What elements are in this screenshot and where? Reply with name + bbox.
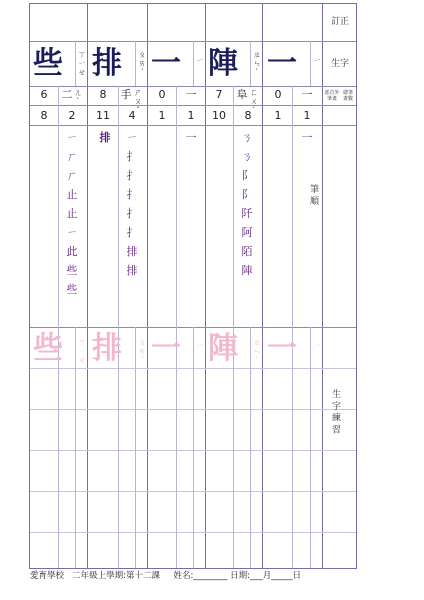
zhuyin-0: ㄒㄧㄝ (78, 50, 86, 77)
radical-2: 一 (185, 88, 197, 101)
stroke-divider (233, 125, 234, 327)
row-divider (30, 125, 356, 126)
num-divider (118, 86, 119, 125)
stroke-0-3: 止 (66, 188, 78, 201)
zhuyin-2: ㄧ (196, 56, 204, 65)
trace-zhuyin-1: ㄆㄞˊ (138, 338, 146, 365)
stroke-1-7: 排 (126, 264, 138, 277)
char-4: 一 (267, 46, 297, 81)
radical-zy-0: ㄦˋ (74, 88, 82, 106)
small-label-b: 總筆畫數 (342, 90, 353, 102)
school-name: 愛育學校 (30, 571, 65, 581)
worksheet-grid (29, 3, 357, 569)
lesson-info: 二年級上學期:第十二課 (72, 571, 160, 581)
trace-zhuyin-4: ㄧ (313, 341, 321, 350)
stroke-3-0: ㄋ (241, 131, 253, 144)
trace-char-1: 排 (92, 331, 122, 366)
stroke-1-head: 排 (99, 131, 111, 144)
practice-divider (135, 327, 136, 568)
num-0-b: 8 (40, 109, 48, 122)
zhuyin-divider (250, 41, 251, 86)
col-divider (147, 4, 148, 568)
trace-char-2: 一 (151, 331, 181, 366)
stroke-1-2: 扌 (126, 169, 138, 182)
stroke-1-0: ㄧ (126, 131, 138, 144)
zhuyin-divider (75, 41, 76, 86)
name-field[interactable]: 姓名:________ (173, 571, 228, 581)
radical-zy-1: ㄕㄡˇ (134, 88, 142, 115)
stroke-order-label: 筆 順 (308, 184, 318, 205)
practice-divider (310, 327, 311, 568)
radical-1: 手 (120, 88, 132, 101)
stroke-3-2: 阝 (241, 169, 253, 182)
trace-char-0: 些 (33, 331, 63, 366)
char-1: 排 (92, 46, 122, 81)
num-2-a: 0 (158, 88, 166, 101)
stroke-0-5: 此 (66, 245, 78, 258)
radical-zy-3: ㄈㄨˋ (250, 88, 258, 115)
num-divider (58, 86, 59, 125)
stroke-0-4: 止ㄧ (66, 207, 78, 239)
stroke-1-3: 扌 (126, 188, 138, 201)
zhuyin-3: ㄓㄣˋ (253, 50, 261, 77)
stroke-4-0: 一 (301, 131, 313, 144)
stroke-3-5: 阿 (241, 226, 253, 239)
stroke-0-0: ㄧ (66, 131, 78, 144)
row-divider (30, 86, 356, 87)
col-divider (262, 4, 263, 568)
zhuyin-divider (310, 41, 311, 86)
num-divider (176, 86, 177, 125)
practice-divider (75, 327, 76, 568)
footer (30, 569, 301, 581)
zhuyin-divider (135, 41, 136, 86)
num-divider (233, 86, 234, 125)
num-divider (292, 86, 293, 125)
num-3-b: 10 (212, 109, 226, 122)
trace-zhuyin-2: ㄧ (196, 341, 204, 350)
char-0: 些 (33, 46, 63, 81)
col-divider (205, 4, 206, 568)
stroke-3-7: 陣 (241, 264, 253, 277)
date-field[interactable]: 日期:___月_____日 (230, 571, 301, 581)
col-divider (87, 4, 88, 568)
zhuyin-1: ㄆㄞˊ (138, 50, 146, 77)
trace-zhuyin-3: ㄓㄣˋ (253, 338, 261, 365)
stroke-3-6: 陌 (241, 245, 253, 258)
num-4-b: 1 (274, 109, 282, 122)
num-1-b: 11 (96, 109, 110, 122)
practice-divider (250, 327, 251, 568)
num-4-a: 0 (274, 88, 282, 101)
stroke-divider (58, 125, 59, 327)
num-1-c: 4 (128, 109, 136, 122)
stroke-1-5: 扌 (126, 226, 138, 239)
stroke-1-4: 扌 (126, 207, 138, 220)
practice-divider (193, 327, 194, 568)
stroke-3-3: 阝 (241, 188, 253, 201)
stroke-3-1: ㄋ (241, 150, 253, 163)
num-3-a: 7 (215, 88, 223, 101)
num-2-c: 1 (187, 109, 195, 122)
correction-label: 訂正 (330, 17, 349, 27)
num-4-c: 1 (303, 109, 311, 122)
stroke-2-0: 一 (185, 131, 197, 144)
stroke-0-2: ㄏ (66, 169, 78, 182)
trace-char-4: 一 (267, 331, 297, 366)
new-char-label: 生字 (330, 59, 349, 69)
stroke-1-1: 扌 (126, 150, 138, 163)
char-2: 一 (151, 46, 181, 81)
trace-zhuyin-0: ㄒㄧㄝ (78, 338, 86, 365)
stroke-0-1: ㄏ (66, 150, 78, 163)
num-0-c: 2 (68, 109, 76, 122)
radical-4: 一 (301, 88, 313, 101)
char-3: 陣 (208, 46, 238, 81)
zhuyin-divider (193, 41, 194, 86)
num-2-b: 1 (158, 109, 166, 122)
stroke-divider (118, 125, 119, 327)
stroke-divider (176, 125, 177, 327)
num-0-a: 6 (40, 88, 48, 101)
stroke-1-6: 排 (126, 245, 138, 258)
num-1-a: 8 (99, 88, 107, 101)
num-3-c: 8 (244, 109, 252, 122)
stroke-0-7: 些 (66, 283, 78, 296)
radical-3: 阜 (236, 88, 248, 101)
stroke-divider (292, 125, 293, 327)
col-divider (322, 4, 323, 568)
small-label-a: 部首外筆畫 (324, 90, 340, 102)
stroke-3-4: 阡 (241, 207, 253, 220)
zhuyin-4: ㄧ (313, 56, 321, 65)
trace-char-3: 陣 (208, 331, 238, 366)
radical-0: 二 (61, 88, 73, 101)
stroke-0-6: 些 (66, 264, 78, 277)
practice-label: 生 字 練 習 (330, 389, 340, 434)
